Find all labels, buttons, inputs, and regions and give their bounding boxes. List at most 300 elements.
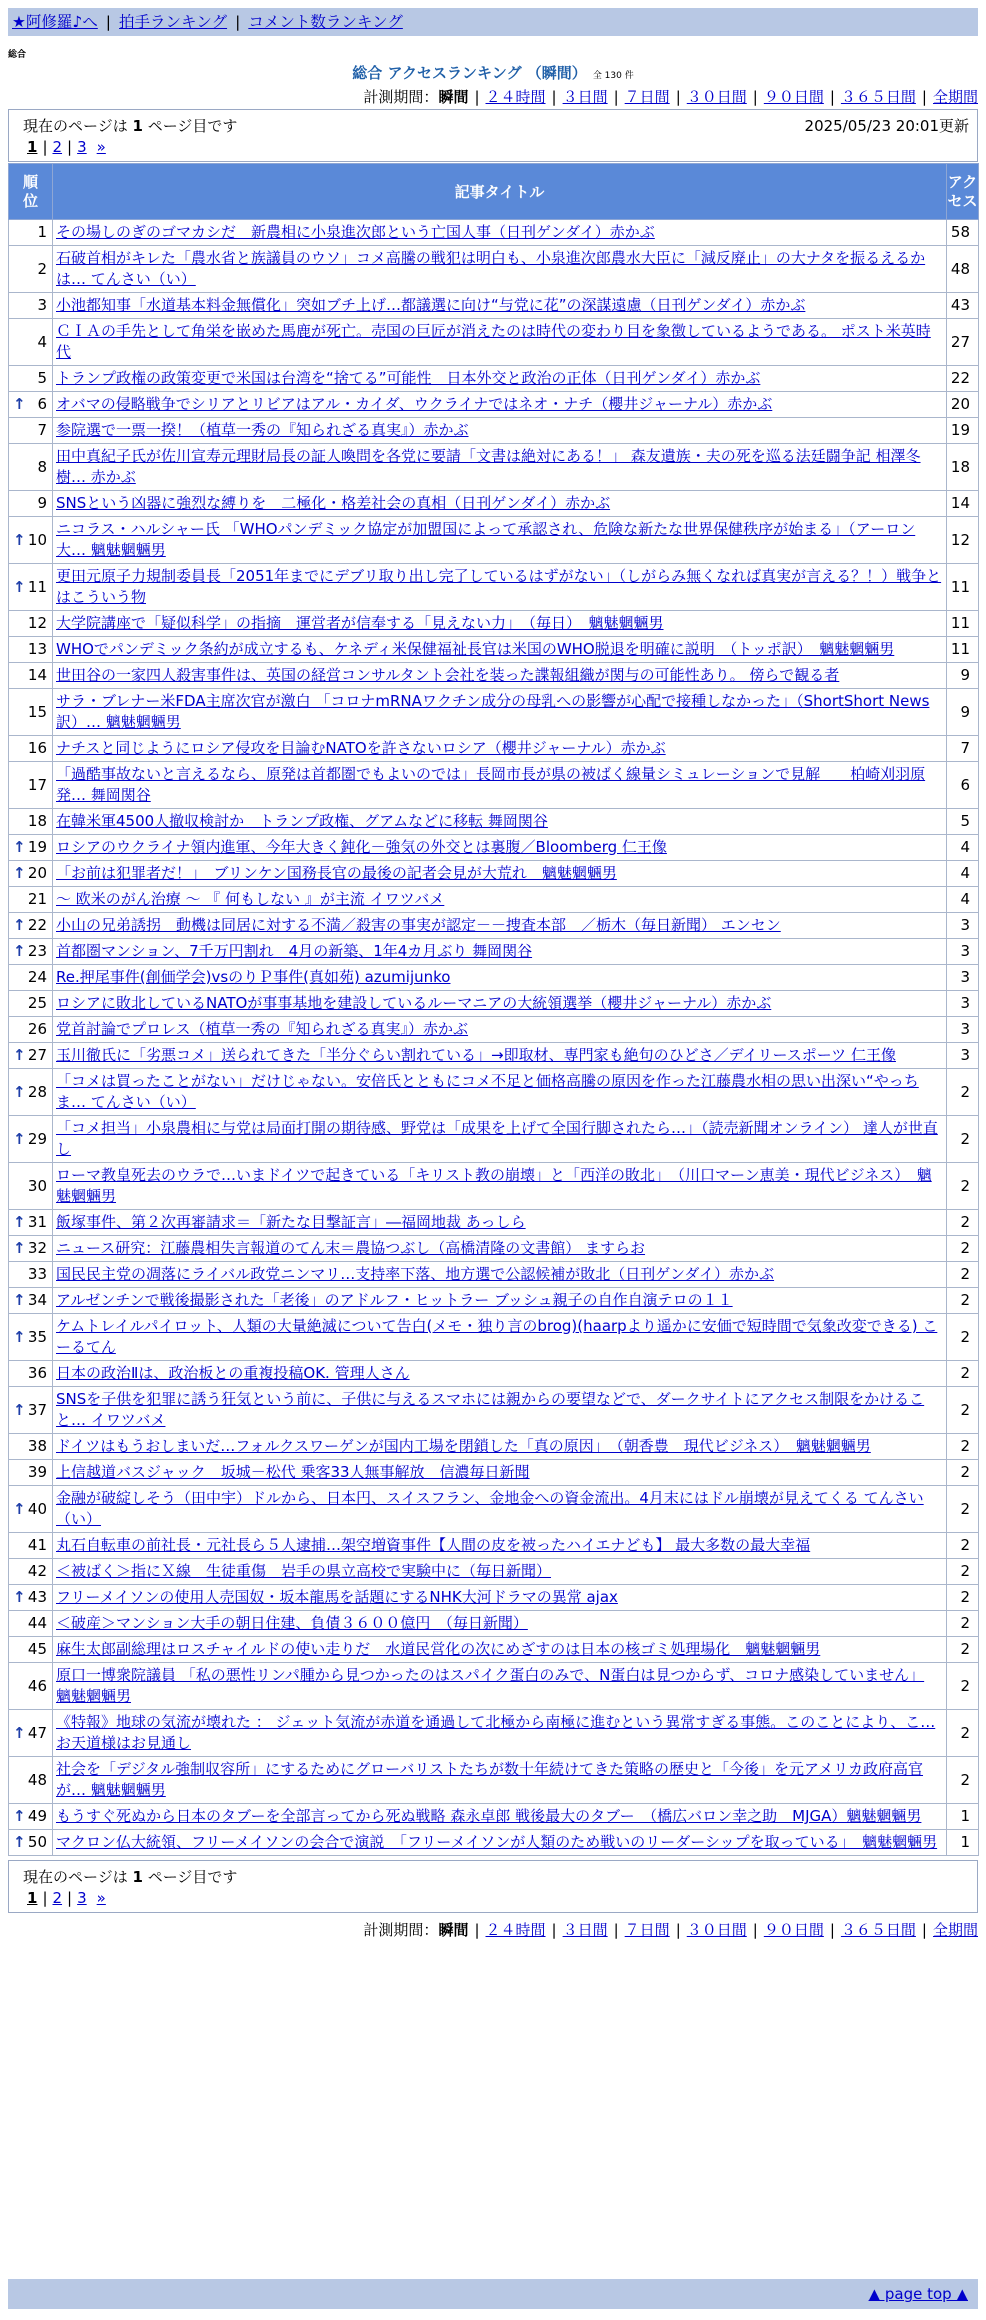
access-count: 2 xyxy=(947,1611,979,1637)
article-link[interactable]: WHOでパンデミック条約が成立するも、ケネディ米保健福祉長官は米国のWHO脱退を明確に説明 （トッポ訳） 魑魅魍魎男 xyxy=(56,640,895,658)
rank-number: 23 xyxy=(27,942,47,960)
title-cell xyxy=(53,1116,947,1163)
section-label: 総合 xyxy=(8,50,27,60)
access-count: 1 xyxy=(947,1830,979,1856)
title-cell xyxy=(53,762,947,809)
article-link[interactable]: 《特報》地球の気流が壊れた ： ジェット気流が赤道を通過して北極から南極に進むという異常すぎる事態。このことにより、こ… お天道様はお見通し xyxy=(56,1713,936,1752)
access-count: 14 xyxy=(947,491,979,517)
article-link[interactable]: SNSという凶器に強烈な縛りを 二極化・格差社会の真相（日刊ゲンダイ）赤かぶ xyxy=(56,494,611,512)
table-row xyxy=(9,1663,979,1710)
rank-number: 36 xyxy=(27,1364,47,1382)
article-link[interactable]: ニュース研究：江藤農相失言報道のてん末＝農協つぶし（高橋清隆の文書館） ますらお xyxy=(56,1239,646,1257)
access-count: 7 xyxy=(947,736,979,762)
title-cell xyxy=(53,1262,947,1288)
access-count: 2 xyxy=(947,1710,979,1757)
access-count: 2 xyxy=(947,1663,979,1710)
pager-current: 1 xyxy=(27,1889,38,1907)
rank-up-icon: ↑ xyxy=(13,1807,26,1825)
article-link[interactable]: ロシアのウクライナ領内進軍、今年大きく鈍化－強気の外交とは裏腹／Bloomberg 仁王像 xyxy=(56,838,667,856)
rank-cell xyxy=(9,220,53,246)
rank-cell xyxy=(9,1804,53,1830)
title-cell xyxy=(53,887,947,913)
page-info xyxy=(23,115,237,136)
rank-number: 30 xyxy=(27,1176,47,1195)
title-cell xyxy=(53,1559,947,1585)
article-link[interactable]: ケムトレイルパイロット、人類の大量絶滅について告白(メモ・独り言のbrog)(haarpより遥かに安価で短時間で気象改変できる) こーるてん xyxy=(56,1317,938,1356)
access-count: 4 xyxy=(947,887,979,913)
period-link-30d[interactable]: ３０日間 xyxy=(686,88,747,106)
page-info-number: 1 xyxy=(132,1868,143,1886)
title-cell xyxy=(53,564,947,611)
rank-cell xyxy=(9,564,53,611)
ranking-table xyxy=(8,163,979,1856)
rank-number: 27 xyxy=(27,1046,47,1064)
access-count: 18 xyxy=(947,444,979,491)
table-row xyxy=(9,663,979,689)
table-row xyxy=(9,1262,979,1288)
article-link[interactable]: 飯塚事件、第２次再審請求＝「新たな目撃証言」―福岡地裁 あっしら xyxy=(56,1213,526,1231)
table-row xyxy=(9,736,979,762)
article-link[interactable]: 田中真紀子氏が佐川宣寿元理財局長の証人喚問を各党に要請「文書は絶対にある！」 森友遺族・夫の死を巡る法廷闘争記 相澤冬樹… 赤かぶ xyxy=(56,447,921,486)
title-cell xyxy=(53,1043,947,1069)
comment-ranking-link[interactable]: コメント数ランキング xyxy=(248,13,403,31)
article-link[interactable]: 社会を「デジタル強制収容所」にするためにグローバリストたちが数十年続けてきた策略の歴史と「今後」を元アメリカ政府高官が… 魑魅魍魎男 xyxy=(56,1760,924,1799)
access-count: 5 xyxy=(947,809,979,835)
title-cell xyxy=(53,1804,947,1830)
rank-number: 45 xyxy=(27,1640,47,1658)
title-cell xyxy=(53,965,947,991)
title-cell xyxy=(53,319,947,366)
article-link[interactable]: 石破首相がキレた「農水省と族議員のウソ」コメ高騰の戦犯は明白も、小泉進次郎農水大臣に「減反廃止」の大ナタを振るえるかは… てんさい（い） xyxy=(56,249,926,288)
rank-number: 38 xyxy=(27,1437,47,1455)
pager-link-3[interactable]: 3 xyxy=(77,1889,87,1907)
period-link-365d[interactable]: ３６５日間 xyxy=(840,1921,916,1939)
rank-number: 50 xyxy=(27,1833,47,1851)
rank-number: 19 xyxy=(27,838,47,856)
article-link[interactable]: ニコラス・ハルシャー氏 「WHOパンデミック協定が加盟国によって承認され、危険な新たな世界保健秩序が始まる」（アーロン大… 魑魅魍魎男 xyxy=(56,520,916,559)
title-cell xyxy=(53,913,947,939)
title-cell xyxy=(53,366,947,392)
rank-number: 37 xyxy=(27,1400,47,1419)
access-count: 2 xyxy=(947,1637,979,1663)
title-cell xyxy=(53,220,947,246)
rank-number: 41 xyxy=(27,1536,47,1554)
rank-number: 4 xyxy=(37,332,47,351)
access-count: 9 xyxy=(947,663,979,689)
article-link[interactable]: 国民民主党の凋落にライバル政党ニンマリ…支持率下落、地方選で公認候補が敗北（日刊ゲンダイ）赤かぶ xyxy=(56,1265,775,1283)
table-row xyxy=(9,637,979,663)
table-row xyxy=(9,293,979,319)
title-cell xyxy=(53,809,947,835)
table-row xyxy=(9,611,979,637)
rank-number: 39 xyxy=(27,1463,47,1481)
rank-number: 33 xyxy=(27,1265,47,1283)
rank-number: 46 xyxy=(27,1676,47,1695)
article-link[interactable]: 参院選で一票一揆！（植草一秀の『知られざる真実』）赤かぶ xyxy=(56,421,469,439)
title-cell xyxy=(53,1163,947,1210)
rank-cell xyxy=(9,1486,53,1533)
access-count: 2 xyxy=(947,1210,979,1236)
title-cell xyxy=(53,1757,947,1804)
period-selector-top: 計測期間：瞬間 | ２４時間 | ３日間 | ７日間 | ３０日間 | ９０日間 | ３６５日間 | 全期間 xyxy=(363,88,978,106)
title-cell xyxy=(53,1314,947,1361)
page-info-prefix: 現在のページは xyxy=(23,1868,128,1886)
article-link[interactable]: オバマの侵略戦争でシリアとリビアはアル・カイダ、ウクライナではネオ・ナチ（櫻井ジャーナル）赤かぶ xyxy=(56,395,773,413)
title-cell xyxy=(53,392,947,418)
article-link[interactable]: 玉川徹氏に「劣悪コメ」送られてきた「半分ぐらい割れている」→即取材、専門家も絶句のひどさ／デイリースポーツ 仁王像 xyxy=(56,1046,896,1064)
rank-number: 2 xyxy=(37,259,47,278)
pager-next[interactable]: » xyxy=(96,1889,106,1907)
rank-up-icon: ↑ xyxy=(13,1046,26,1064)
title-cell xyxy=(53,1611,947,1637)
rank-cell xyxy=(9,611,53,637)
table-row xyxy=(9,965,979,991)
rank-number: 34 xyxy=(27,1291,47,1309)
article-link[interactable]: 丸石自転車の前社長・元社長ら５人逮捕…架空増資事件【人間の皮を被ったハイエナども】 最大多数の最大幸福 xyxy=(56,1536,811,1554)
rank-up-icon: ↑ xyxy=(13,577,26,596)
title-cell xyxy=(53,663,947,689)
access-count: 9 xyxy=(947,689,979,736)
access-count: 22 xyxy=(947,366,979,392)
table-row xyxy=(9,1611,979,1637)
title-cell xyxy=(53,517,947,564)
access-count: 2 xyxy=(947,1757,979,1804)
period-link-30d[interactable]: ３０日間 xyxy=(686,1921,747,1939)
period-link-7d[interactable]: ７日間 xyxy=(624,88,670,106)
article-link[interactable]: ＣＩＡの手先として角栄を嵌めた馬鹿が死亡。売国の巨匠が消えたのは時代の変わり目を象徴しているようである。 ポスト米英時代 xyxy=(56,322,931,361)
title-cell xyxy=(53,418,947,444)
rank-up-icon: ↑ xyxy=(13,1400,26,1419)
access-count: 4 xyxy=(947,835,979,861)
page-info-number: 1 xyxy=(132,117,143,135)
title-cell xyxy=(53,293,947,319)
article-link[interactable]: 麻生太郎副総理はロスチャイルドの使い走りだ 水道民営化の次にめざすのは日本の核ゴミ処理場化 魑魅魍魎男 xyxy=(56,1640,821,1658)
rank-number: 26 xyxy=(27,1020,47,1038)
table-row xyxy=(9,1710,979,1757)
title-cell xyxy=(53,1585,947,1611)
page-info-box-top xyxy=(8,109,978,162)
article-link[interactable]: 日本の政治Ⅱは、政治板との重複投稿OK. 管理人さん xyxy=(56,1364,410,1382)
article-link[interactable]: 党首討論でプロレス（植草一秀の『知られざる真実』）赤かぶ xyxy=(56,1020,469,1038)
rank-cell xyxy=(9,835,53,861)
rank-number: 24 xyxy=(27,968,47,986)
rank-number: 42 xyxy=(27,1562,47,1580)
article-link[interactable]: アルゼンチンで戦後撮影された「老後」のアドルフ・ヒットラー ブッシュ親子の自作自演テロの１１ xyxy=(56,1291,733,1309)
table-row xyxy=(9,1236,979,1262)
table-row xyxy=(9,517,979,564)
access-count: 19 xyxy=(947,418,979,444)
rank-cell xyxy=(9,1460,53,1486)
rank-cell xyxy=(9,1236,53,1262)
pager-link-3[interactable]: 3 xyxy=(77,138,87,156)
rank-up-icon: ↑ xyxy=(13,1833,26,1851)
table-row xyxy=(9,319,979,366)
access-count: 2 xyxy=(947,1533,979,1559)
article-link[interactable]: 大学院講座で「疑似科学」の指摘 運営者が信奉する「見えない力」 （毎日） 魑魅魍魎男 xyxy=(56,614,664,632)
rank-up-icon: ↑ xyxy=(13,1213,26,1231)
clap-ranking-link[interactable]: 拍手ランキング xyxy=(119,13,228,31)
rank-number: 13 xyxy=(27,640,47,658)
access-count: 2 xyxy=(947,1163,979,1210)
period-link-all[interactable]: 全期間 xyxy=(932,1921,978,1939)
rank-up-icon: ↑ xyxy=(13,838,26,856)
rank-cell xyxy=(9,246,53,293)
table-row xyxy=(9,1387,979,1434)
rank-number: 28 xyxy=(27,1082,47,1101)
period-link-3d[interactable]: ３日間 xyxy=(562,88,608,106)
rank-number: 1 xyxy=(37,223,47,241)
rank-number: 22 xyxy=(27,916,47,934)
rank-number: 8 xyxy=(37,457,47,476)
rank-cell xyxy=(9,1262,53,1288)
article-link[interactable]: Re.押尾事件(創価学会)vsのりＰ事件(真如苑) azumijunko xyxy=(56,968,451,986)
table-row xyxy=(9,1460,979,1486)
rank-cell xyxy=(9,1163,53,1210)
rank-cell xyxy=(9,1585,53,1611)
table-row xyxy=(9,991,979,1017)
article-link[interactable]: 小池都知事「水道基本料金無償化」突如ブチ上げ…都議選に向け“与党に花”の深謀遠慮（日刊ゲンダイ）赤かぶ xyxy=(56,296,806,314)
table-row xyxy=(9,1043,979,1069)
rank-cell xyxy=(9,1663,53,1710)
col-header-title: 記事タイトル xyxy=(53,164,947,220)
rank-number: 48 xyxy=(27,1770,47,1789)
rank-cell xyxy=(9,1757,53,1804)
article-link[interactable]: ～ 欧米のがん治療 ～ 『 何もしない 』が主流 イワツバメ xyxy=(56,890,445,908)
rank-cell xyxy=(9,1434,53,1460)
rank-cell xyxy=(9,637,53,663)
article-link[interactable]: トランプ政権の政策変更で米国は台湾を“捨てる”可能性 日本外交と政治の正体（日刊ゲンダイ）赤かぶ xyxy=(56,369,761,387)
table-row xyxy=(9,1434,979,1460)
period-link-90d[interactable]: ９０日間 xyxy=(763,1921,824,1939)
top-nav-bar xyxy=(8,8,978,36)
rank-up-icon: ↑ xyxy=(13,1291,26,1309)
rank-up-icon: ↑ xyxy=(13,530,26,549)
article-link[interactable]: ドイツはもうおしまいだ…フォルクスワーゲンが国内工場を閉鎖した「真の原因」 （朝香豊 現代ビジネス） 魑魅魍魎男 xyxy=(56,1437,871,1455)
title-cell xyxy=(53,1069,947,1116)
table-row xyxy=(9,689,979,736)
access-count: 11 xyxy=(947,637,979,663)
pager-link-2[interactable]: 2 xyxy=(52,138,63,156)
pager-next[interactable]: » xyxy=(96,138,106,156)
rank-up-icon: ↑ xyxy=(13,1723,26,1742)
rank-up-icon: ↑ xyxy=(13,1327,26,1346)
access-count: 3 xyxy=(947,965,979,991)
article-link[interactable]: ローマ教皇死去のウラで…いまドイツで起きている「キリスト教の崩壊」と「西洋の敗北」 （川口マーン恵美・現代ビジネス） 魑魅魍魎男 xyxy=(56,1166,932,1205)
article-link[interactable]: サラ・ブレナー米FDA主席次官が激白 「コロナmRNAワクチン成分の母乳への影響が心配で接種しなかった」（ShortShort News訳）… 魑魅魍魎男 xyxy=(56,692,930,731)
article-link[interactable]: その場しのぎのゴマカシだ 新農相に小泉進次郎という亡国人事（日刊ゲンダイ）赤かぶ xyxy=(56,223,655,241)
rank-cell xyxy=(9,392,53,418)
table-row xyxy=(9,1486,979,1533)
article-link[interactable]: SNSを子供を犯罪に誘う狂気という前に、子供に与えるスマホには親からの要望などで、ダークサイトにアクセス制限をかけること… イワツバメ xyxy=(56,1390,925,1429)
period-link-all[interactable]: 全期間 xyxy=(932,88,978,106)
page-info-box-bottom xyxy=(8,1860,978,1913)
rank-up-icon: ↑ xyxy=(13,1082,26,1101)
title-cell xyxy=(53,1210,947,1236)
rank-number: 6 xyxy=(37,395,47,413)
rank-number: 7 xyxy=(37,421,47,439)
period-link-24h[interactable]: ２４時間 xyxy=(485,1921,546,1939)
pager-link-2[interactable]: 2 xyxy=(52,1889,63,1907)
title-cell xyxy=(53,1533,947,1559)
rank-number: 32 xyxy=(27,1239,47,1257)
access-count: 3 xyxy=(947,1017,979,1043)
period-link-90d[interactable]: ９０日間 xyxy=(763,88,824,106)
rank-up-icon: ↑ xyxy=(13,1239,26,1257)
table-row xyxy=(9,1314,979,1361)
article-link[interactable]: 「お前は犯罪者だ！」 ブリンケン国務長官の最後の記者会見が大荒れ 魑魅魍魎男 xyxy=(56,864,617,882)
rank-cell xyxy=(9,689,53,736)
title-cell xyxy=(53,1830,947,1856)
access-count: 2 xyxy=(947,1434,979,1460)
article-link[interactable]: 更田元原子力規制委員長「2051年までにデブリ取り出し完了しているはずがない」（しがらみ無くなれば真実が言える？！）戦争とはこういう物 xyxy=(56,567,942,606)
period-selector-bottom: 計測期間：瞬間 | ２４時間 | ３日間 | ７日間 | ３０日間 | ９０日間 | ３６５日間 | 全期間 xyxy=(363,1921,978,1939)
rank-cell xyxy=(9,517,53,564)
access-count: 1 xyxy=(947,1804,979,1830)
table-row xyxy=(9,861,979,887)
period-current: 瞬間 xyxy=(438,1921,469,1939)
footer-bar xyxy=(8,2279,978,2309)
rank-up-icon: ↑ xyxy=(13,942,26,960)
title-cell xyxy=(53,491,947,517)
title-cell xyxy=(53,1460,947,1486)
rank-number: 44 xyxy=(27,1614,47,1632)
rank-number: 11 xyxy=(27,577,47,596)
updated-timestamp: 2025/05/23 20:01更新 xyxy=(804,117,969,135)
title-cell xyxy=(53,861,947,887)
period-link-365d[interactable]: ３６５日間 xyxy=(840,88,916,106)
access-count: 2 xyxy=(947,1314,979,1361)
access-count: 48 xyxy=(947,246,979,293)
period-label: 計測期間： xyxy=(363,1921,439,1939)
access-count: 4 xyxy=(947,861,979,887)
article-link[interactable]: 「コメは買ったことがない」だけじゃない。安倍氏とともにコメ不足と価格高騰の原因を作った江藤農水相の思い出深い“やっちま… てんさい（い） xyxy=(56,1072,919,1111)
article-link[interactable]: ロシアに敗北しているNATOが事事基地を建設しているルーマニアの大統領選挙（櫻井ジャーナル）赤かぶ xyxy=(56,994,772,1012)
access-count: 12 xyxy=(947,517,979,564)
rank-number: 18 xyxy=(27,812,47,830)
rank-cell xyxy=(9,861,53,887)
title-cell xyxy=(53,1663,947,1710)
rank-cell xyxy=(9,1830,53,1856)
home-link[interactable]: ★阿修羅♪へ xyxy=(12,13,98,31)
table-row xyxy=(9,913,979,939)
access-count: 11 xyxy=(947,611,979,637)
access-count: 2 xyxy=(947,1069,979,1116)
article-link[interactable]: ＜破産＞マンション大手の朝日住建、負債３６００億円 （毎日新聞） xyxy=(56,1614,528,1632)
article-link[interactable]: 上信越道バスジャック 坂城－松代 乗客33人無事解放 信濃毎日新聞 xyxy=(56,1463,530,1481)
article-link[interactable]: ナチスと同じようにロシア侵攻を目論むNATOを許さないロシア（櫻井ジャーナル）赤かぶ xyxy=(56,739,666,757)
rank-cell xyxy=(9,1361,53,1387)
table-row xyxy=(9,418,979,444)
rank-number: 5 xyxy=(37,369,47,387)
rank-up-icon: ↑ xyxy=(13,916,26,934)
title-cell xyxy=(53,1486,947,1533)
table-row xyxy=(9,1585,979,1611)
rank-number: 10 xyxy=(27,530,47,549)
rank-up-icon: ↑ xyxy=(13,1499,26,1518)
page-title: 総合 アクセスランキング （瞬間） xyxy=(352,64,587,82)
table-row xyxy=(9,809,979,835)
period-current: 瞬間 xyxy=(438,88,469,106)
title-cell xyxy=(53,1236,947,1262)
rank-up-icon: ↑ xyxy=(13,1129,26,1148)
rank-number: 12 xyxy=(27,614,47,632)
article-link[interactable]: 小山の兄弟誘拐 動機は同居に対する不満／殺害の事実が認定－－捜査本部 ／栃木（毎日新聞） エンセン xyxy=(56,916,781,934)
rank-cell xyxy=(9,1559,53,1585)
rank-number: 29 xyxy=(27,1129,47,1148)
period-link-24h[interactable]: ２４時間 xyxy=(485,88,546,106)
title-cell xyxy=(53,1710,947,1757)
access-count: 43 xyxy=(947,293,979,319)
period-link-7d[interactable]: ７日間 xyxy=(624,1921,670,1939)
rank-number: 43 xyxy=(27,1588,47,1606)
table-row xyxy=(9,1288,979,1314)
rank-cell xyxy=(9,913,53,939)
table-row xyxy=(9,1533,979,1559)
page-info-suffix: ページ目です xyxy=(147,117,238,135)
access-count: 3 xyxy=(947,991,979,1017)
access-count: 2 xyxy=(947,1361,979,1387)
title-cell xyxy=(53,444,947,491)
article-link[interactable]: 世田谷の一家四人殺害事件は、英国の経営コンサルタント会社を装った諜報組織が関与の可能性あり。 傍らで観る者 xyxy=(56,666,840,684)
rank-number: 20 xyxy=(27,864,47,882)
article-link[interactable]: ＜被ばく＞指にＸ線 生徒重傷 岩手の県立高校で実験中に（毎日新聞） xyxy=(56,1562,552,1580)
access-count: 2 xyxy=(947,1585,979,1611)
article-link[interactable]: 金融が破綻しそう（田中宇）ドルから、日本円、スイスフラン、金地金への資金流出。4月末にはドル崩壊が見えてくる てんさい（い） xyxy=(56,1489,924,1528)
article-link[interactable]: 在韓米軍4500人撤収検討か トランプ政権、グアムなどに移転 舞岡関谷 xyxy=(56,812,548,830)
article-link[interactable]: 首都圏マンション、7千万円割れ 4月の新築、1年4カ月ぶり 舞岡関谷 xyxy=(56,942,533,960)
access-count: 2 xyxy=(947,1288,979,1314)
article-link[interactable]: フリーメイソンの使用人売国奴・坂本龍馬を話題にするNHK大河ドラマの異常 ajax xyxy=(56,1588,618,1606)
access-count: 6 xyxy=(947,762,979,809)
ranking-rows xyxy=(9,220,979,1856)
period-link-3d[interactable]: ３日間 xyxy=(562,1921,608,1939)
pager-bottom: 1 | 2 | 3 » xyxy=(27,1889,106,1907)
col-header-access: アクセス xyxy=(947,164,979,220)
rank-cell xyxy=(9,965,53,991)
article-link[interactable]: 「コメ担当」小泉農相に与党は局面打開の期待感、野党は「成果を上げて全国行脚されたら…」（読売新聞オンライン） 達人が世直し xyxy=(56,1119,938,1158)
rank-up-icon: ↑ xyxy=(13,864,26,882)
rank-number: 35 xyxy=(27,1327,47,1346)
rank-cell xyxy=(9,939,53,965)
table-row xyxy=(9,1116,979,1163)
article-link[interactable]: もうすぐ死ぬから日本のタブーを全部言ってから死ぬ戦略 森永卓郎 戦後最大のタブー （橋広バロン幸之助 MJGA）魑魅魍魎男 xyxy=(56,1807,922,1825)
rank-cell xyxy=(9,1533,53,1559)
nav-separator: | xyxy=(105,13,112,31)
access-count: 58 xyxy=(947,220,979,246)
article-link[interactable]: マクロン仏大統領、フリーメイソンの会合で演説 「フリーメイソンが人類のため戦いのリーダーシップを取っている」 魑魅魍魎男 xyxy=(56,1833,938,1851)
access-count: 2 xyxy=(947,1559,979,1585)
article-link[interactable]: 「過酷事故ないと言えるなら、原発は首都圏でもよいのでは」長岡市長が県の被ばく線量シミュレーションで見解 柏崎刈羽原発… 舞岡関谷 xyxy=(56,765,926,804)
rank-cell xyxy=(9,293,53,319)
period-label: 計測期間： xyxy=(363,88,439,106)
title-cell xyxy=(53,736,947,762)
table-row xyxy=(9,444,979,491)
page-info-bottom xyxy=(23,1866,237,1887)
rank-cell xyxy=(9,1069,53,1116)
rank-cell xyxy=(9,366,53,392)
table-row xyxy=(9,366,979,392)
access-count: 2 xyxy=(947,1116,979,1163)
page-top-link[interactable]: ▲ page top ▲ xyxy=(868,2285,968,2303)
access-count: 2 xyxy=(947,1262,979,1288)
rank-number: 17 xyxy=(27,775,47,794)
table-row xyxy=(9,1069,979,1116)
rank-cell xyxy=(9,1387,53,1434)
access-count: 3 xyxy=(947,913,979,939)
article-link[interactable]: 原口一博衆院議員 「私の悪性リンパ腫から見つかったのはスパイク蛋白のみで、N蛋白は見つからず、コロナ感染していません」 魑魅魍魎男 xyxy=(56,1666,925,1705)
title-cell xyxy=(53,246,947,293)
rank-cell xyxy=(9,762,53,809)
